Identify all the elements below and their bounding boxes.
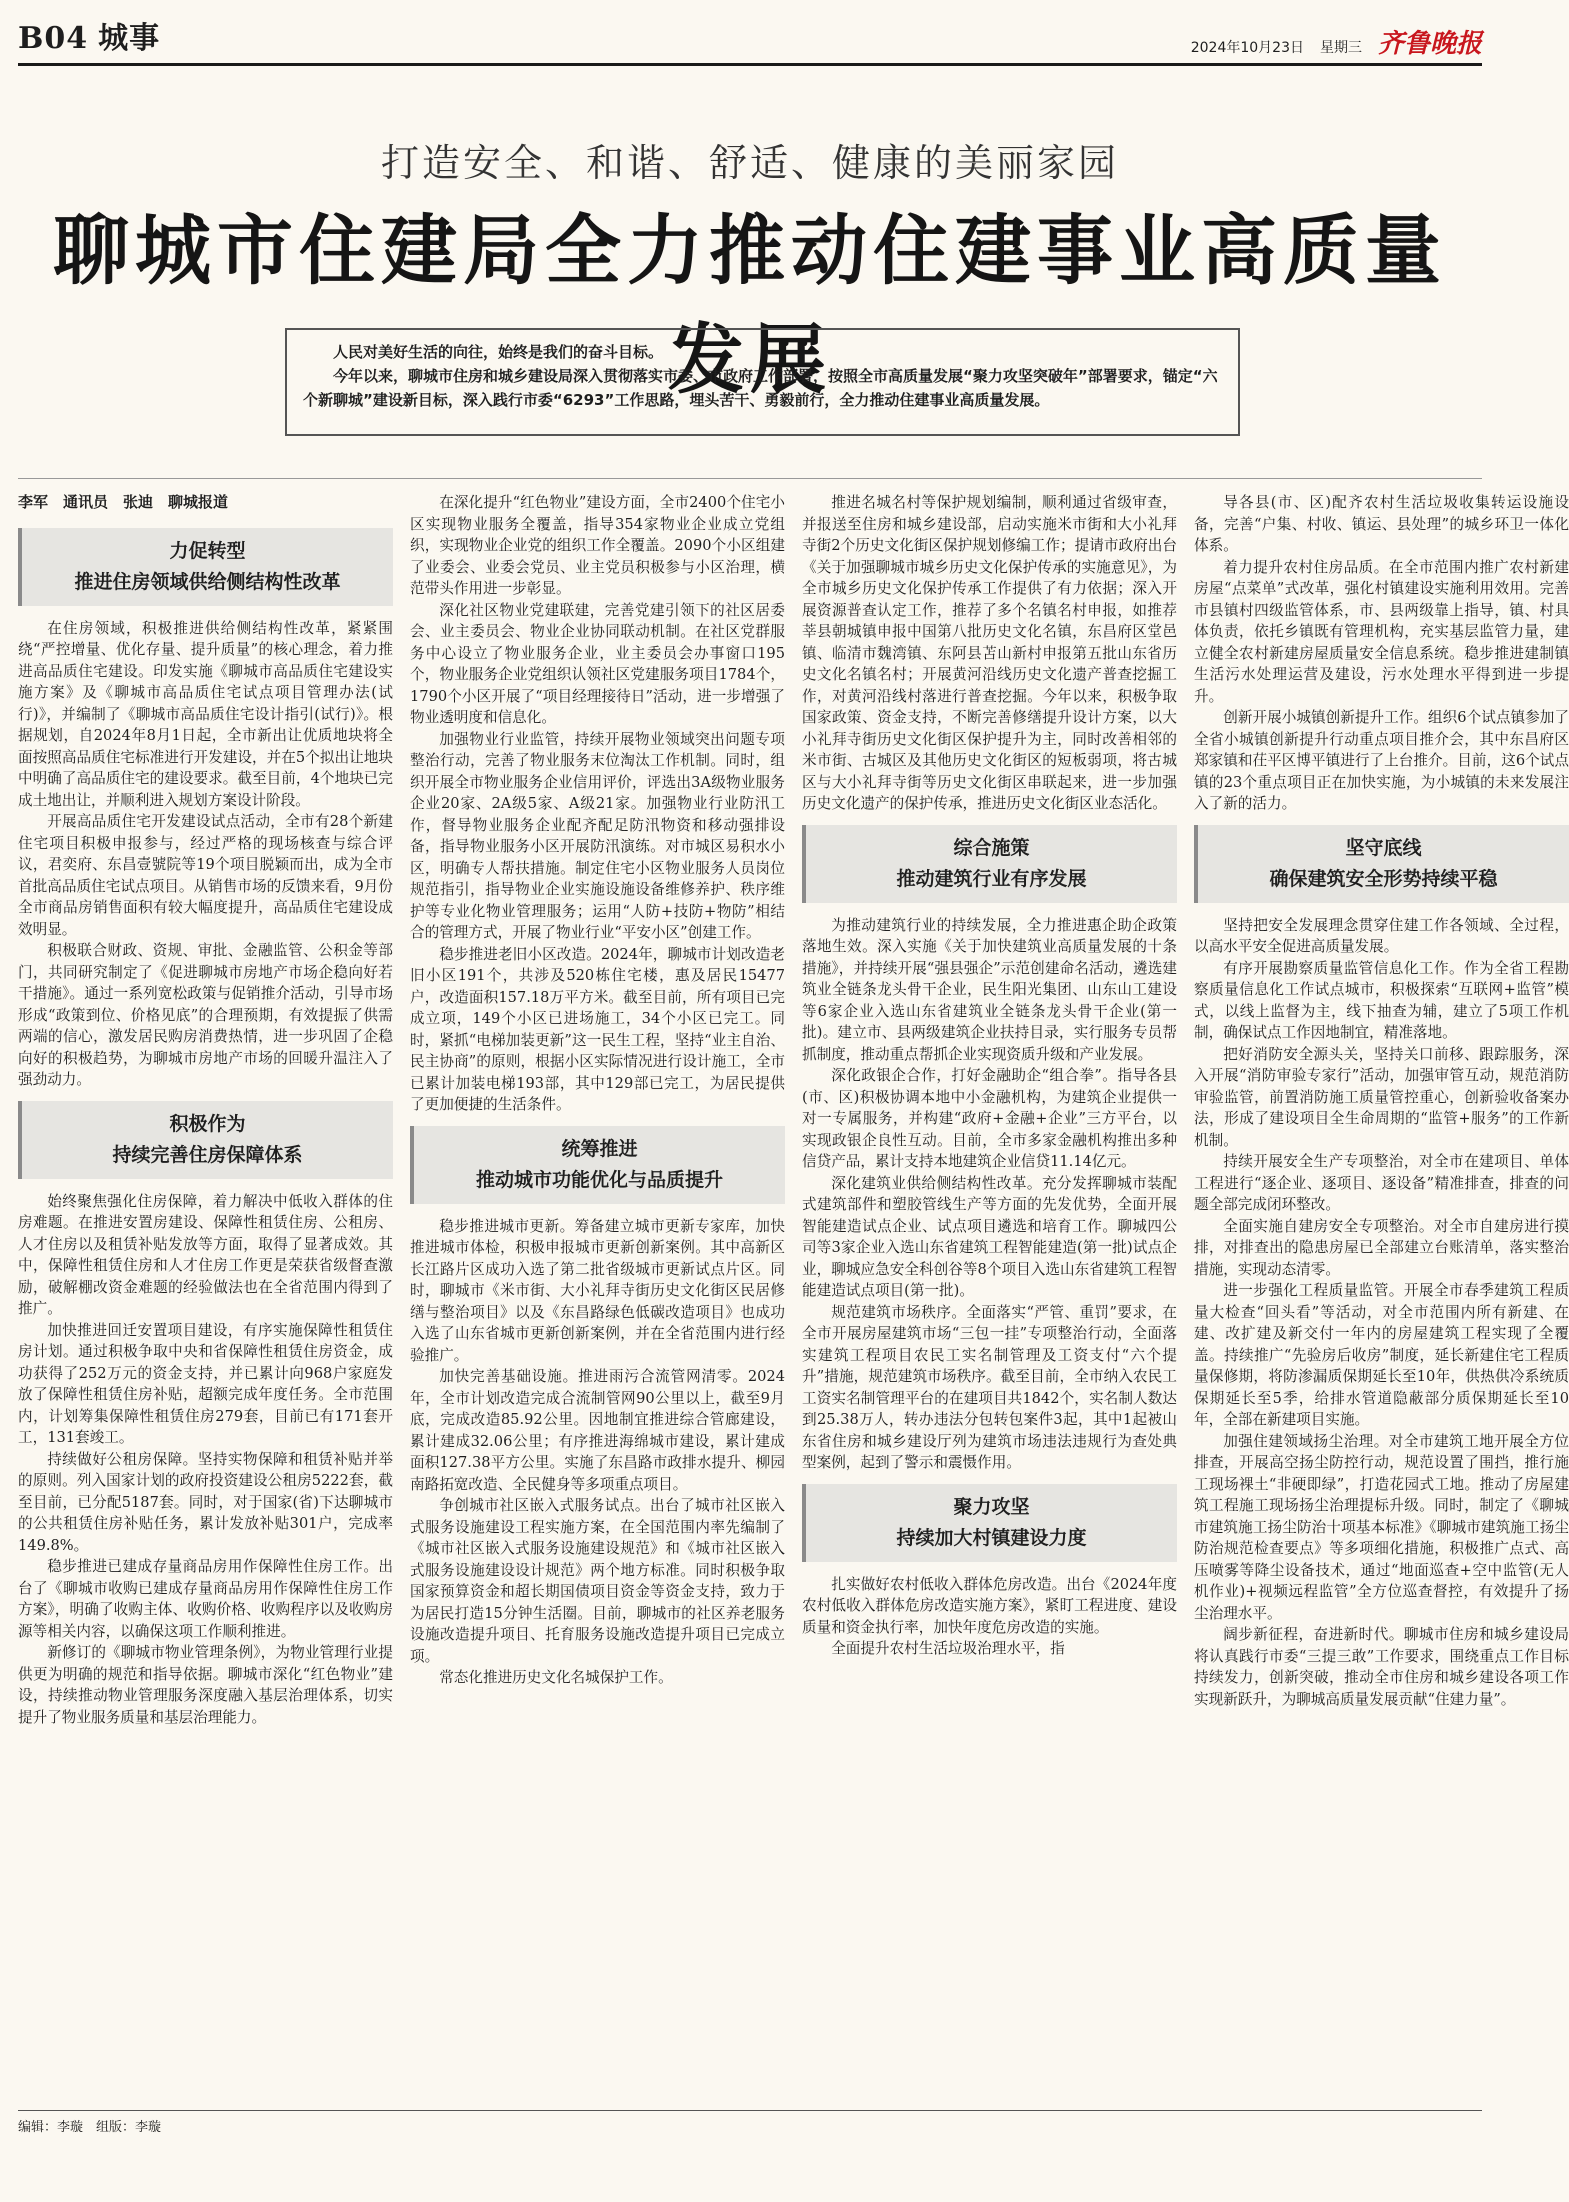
body-paragraph: 规范建筑市场秩序。全面落实“严管、重罚”要求，在全市开展房屋建筑市场“三包一挂”专项整治行动，全面落实建筑工程项目农民工实名制管理及工资支付“六个提升”措施，规范建筑市场秩序。截至目前，全市纳入农民工工资实名制管理平台的在建项目共1842个，实名制人数达到25.38万人，转办违法分包转包案件3起，其中1起被山东省住房和城乡建设厅列为建筑市场违法违规行为查处典型案例，起到了警示和震慑作用。 (802, 1303, 1177, 1471)
body-paragraph: 阔步新征程，奋进新时代。聊城市住房和城乡建设局将认真践行市委“三提三敢”工作要求，围绕重点工作目标持续发力，创新突破，推动全市住房和城乡建设各项工作实现新跃升，为聊城高质量发展贡献“住建力量”。 (1194, 1626, 1569, 1708)
subhead-title: 坚守底线 (1345, 836, 1422, 859)
subhead-subtitle: 持续完善住房保障体系 (112, 1143, 303, 1166)
text-column-1 (18, 492, 393, 2098)
masthead-right (1191, 31, 1482, 57)
byline: 李军 通讯员 张迪 聊城报道 (18, 493, 229, 511)
article-body (18, 492, 1569, 2098)
body-paragraph: 加快推进回迁安置项目建设，有序实施保障性租赁住房计划。通过积极争取中央和省保障性租赁住房资金，成功获得了252万元的资金支持，并已累计向968户家庭发放了保障性租赁住房补贴，超额完成年度任务。全市范围内，计划筹集保障性租赁住房279套，目前已有171套开工，131套竣工。 (18, 1321, 393, 1446)
body-paragraph: 稳步推进城市更新。筹备建立城市更新专家库，加快推进城市体检，积极申报城市更新创新案例。其中高新区长江路片区成功入选了第二批省级城市更新试点片区。同时，聊城市《米市街、大小礼拜寺街历史文化街区民居修缮与整治项目》以及《东昌路绿色低碳改造项目》也成功入选了山东省城市更新创新案例，并在全省范围内进行经验推广。 (410, 1217, 785, 1364)
body-paragraph: 创新开展小城镇创新提升工作。组织6个试点镇参加了全省小城镇创新提升行动重点项目推介会，其中东昌府区郑家镇和茌平区博平镇进行了上台推介。目前，这6个试点镇的23个重点项目正在加快实施，为小城镇的未来发展注入了新的活力。 (1194, 709, 1569, 812)
page-number: B04 (18, 21, 89, 56)
lead-line: 人民对美好生活的向往，始终是我们的奋斗目标。 (333, 343, 664, 361)
text-column-3 (802, 492, 1177, 2098)
body-paragraph: 坚持把安全发展理念贯穿住建工作各领域、全过程，以高水平安全促进高质量发展。 (1194, 916, 1569, 955)
body-paragraph: 争创城市社区嵌入式服务试点。出台了城市社区嵌入式服务设施建设工程实施方案，在全国范围内率先编制了《城市社区嵌入式服务设施建设规范》和《城市社区嵌入式服务设施建设设计规范》两个地方标准。同时积极争取国家预算资金和超长期国债项目资金等资金支持，致力于为居民打造15分钟生活圈。目前，聊城市的社区养老服务设施改造提升项目、托育服务设施改造提升项目已完成立项。 (410, 1497, 785, 1665)
body-paragraph: 稳步推进老旧小区改造。2024年，聊城市计划改造老旧小区191个，共涉及520栋住宅楼，惠及居民15477户，改造面积157.18万平方米。截至目前，所有项目已完成立项，149个小区已进场施工，34个小区已完工。同时，紧抓“电梯加装更新”这一民生工程，坚持“业主自治、民主协商”的原则，根据小区实际情况进行设计施工，全市已累计加装电梯193部，其中129部已完工，为居民提供了更加便捷的生活条件。 (410, 945, 785, 1113)
issue-weekday: 星期三 (1319, 40, 1362, 56)
subhead-subtitle: 确保建筑安全形势持续平稳 (1269, 867, 1498, 890)
section-subhead (1194, 825, 1569, 903)
page-masthead (18, 14, 1482, 66)
section-subhead (410, 1126, 785, 1204)
subhead-title: 综合施策 (953, 836, 1030, 859)
body-paragraph: 持续做好公租房保障。坚持实物保障和租赁补贴并举的原则。列入国家计划的政府投资建设公租房5222套，截至目前，已分配5187套。同时，对于国家(省)下达聊城市的公共租赁住房补贴任务，累计发放补贴301户，完成率149.8%。 (18, 1450, 393, 1554)
section-subhead (18, 1101, 393, 1179)
body-paragraph: 稳步推进已建成存量商品房用作保障性住房工作。出台了《聊城市收购已建成存量商品房用作保障性住房工作方案》，明确了收购主体、收购价格、收购程序以及收购房源等相关内容，以确保这项工作顺利推进。 (18, 1558, 393, 1640)
subhead-subtitle: 推动城市功能优化与品质提升 (475, 1168, 723, 1191)
article-headline: 聊城市住建局全力推动住建事业高质量发展 (53, 206, 1447, 404)
subhead-title: 力促转型 (169, 539, 246, 562)
section-subhead (802, 825, 1177, 903)
body-paragraph: 导各县(市、区)配齐农村生活垃圾收集转运设施设备，完善“户集、村收、镇运、县处理”的城乡环卫一体化体系。 (1194, 494, 1569, 554)
body-paragraph: 为推动建筑行业的持续发展，全力推进惠企助企政策落地生效。深入实施《关于加快建筑业高质量发展的十条措施》，并持续开展“强县强企”示范创建命名活动，遴选建筑业全链条龙头骨干企业，民生阳光集团、山东山工建设等6家企业入选山东省建筑业全链条龙头骨干企业(第一批)。建立市、县两级建筑企业扶持目录，实行服务专员帮抓制度，推动重点帮抓企业实现资质升级和产业发展。 (802, 916, 1177, 1063)
body-paragraph: 积极联合财政、资规、审批、金融监管、公积金等部门，共同研究制定了《促进聊城市房地产市场企稳向好若干措施》。通过一系列宽松政策与促销推介活动，引导市场形成“政策到位、价格见底”的合理预期，有效提振了供需两端的信心，激发居民购房消费热情，进一步巩固了企稳向好的积极趋势，为聊城市房地产市场的回暖升温注入了强劲动力。 (18, 942, 393, 1088)
body-paragraph: 推进名城名村等保护规划编制，顺利通过省级审查，并报送至住房和城乡建设部，启动实施米市街和大小礼拜寺街2个历史文化街区保护规划修编工作；提请市政府出台《关于加强聊城市城乡历史文化保护传承的实施意见》，为全市城乡历史文化保护传承工作提供了有力依据；深入开展资源普查认定工作，推荐了多个名镇名村申报，如推荐莘县朝城镇申报中国第八批历史文化名镇，东昌府区堂邑镇、临清市魏湾镇、东阿县苫山新村申报第五批山东省历史文化名镇名村；开展黄河沿线历史文化遗产普查挖掘工作，对黄河沿线村落进行普查挖掘。今年以来，积极争取国家政策、资金支持，不断完善修缮提升设计方案，以大小礼拜寺街历史文化街区保护提升为主，同时改善相邻的米市街、古城区及其他历史文化街区的短板弱项，将古城区与大小礼拜寺街等历史文化街区串联起来，进一步加强历史文化遗产的保护传承，推进历史文化街区业态活化。 (802, 494, 1177, 812)
subhead-title: 积极作为 (169, 1112, 246, 1135)
body-paragraph: 把好消防安全源头关，坚持关口前移、跟踪服务，深入开展“消防审验专家行”活动，加强审管互动，规范消防审验监管，前置消防施工质量管控重心，创新验收备案办法，形成了建设项目全生命周期的“监管+服务”的工作新机制。 (1194, 1045, 1569, 1149)
page-section-label (18, 13, 160, 57)
body-paragraph: 全面提升农村生活垃圾治理水平，指 (831, 1640, 1065, 1657)
section-name: 城事 (98, 21, 161, 56)
body-paragraph: 在住房领域，积极推进供给侧结构性改革，紧紧围绕“严控增量、优化存量、提升质量”的核心理念，着力推进高品质住宅建设。印发实施《聊城市高品质住宅建设实施方案》及《聊城市高品质住宅试点项目管理办法(试行)》，并编制了《聊城市高品质住宅设计指引(试行)》。根据规划，自2024年8月1日起，全市新出让优质地块将全面按照高品质住宅标准进行开发建设，并在5个拟出让地块中明确了高品质住宅的建设要求。截至目前，4个地块已完成土地出让，并顺利进入规划方案设计阶段。 (18, 619, 393, 809)
body-paragraph: 深化建筑业供给侧结构性改革。充分发挥聊城市装配式建筑部件和塑胶管线生产等方面的先发优势，全面开展智能建造试点企业、试点项目遴选和培育工作。聊城四公司等3家企业入选山东省建筑工程智能建造(第一批)试点企业，聊城应急安全科创谷等8个项目入选山东省建筑工程智能建造试点项目(第一批)。 (802, 1174, 1177, 1299)
body-paragraph: 全面实施自建房安全专项整治。对全市自建房进行摸排，对排查出的隐患房屋已全部建立台账清单，落实整治措施，实现动态清零。 (1194, 1217, 1569, 1278)
issue-date: 2024年10月23日 (1190, 40, 1304, 56)
body-paragraph: 深化社区物业党建联建，完善党建引领下的社区居委会、业主委员会、物业企业协同联动机制。在社区党群服务中心设立了物业服务企业，业主委员会办事窗口195个，物业服务企业党组织认领社区党建服务项目1784个，1790个小区开展了“项目经理接待日”活动，进一步增强了物业透明度和信息化。 (410, 601, 785, 726)
subhead-subtitle: 持续加大村镇建设力度 (896, 1526, 1087, 1549)
subhead-subtitle: 推动建筑行业有序发展 (896, 867, 1087, 890)
lead-line: 今年以来，聊城市住房和城乡建设局深入贯彻落实市委、市政府工作部署，按照全市高质量发展“聚力攻坚突破年”部署要求，锚定“六个新聊城”建设新目标，深入践行市委“6293”工作思路，埋头苦干、勇毅前行，全力推动住建事业高质量发展。 (303, 367, 1218, 409)
body-paragraph: 加强物业行业监管，持续开展物业领域突出问题专项整治行动，完善了物业服务末位淘汰工作机制。同时，组织开展全市物业服务企业信用评价，评选出3A级物业服务企业20家、2A级5家、A级21家。加强物业行业防汛工作，督导物业服务企业配齐配足防汛物资和移动强排设备，指导物业服务小区开展防汛演练。对市城区易积水小区，明确专人帮扶措施。制定住宅小区物业服务人员岗位规范指引，指导物业企业实施设施设备维修养护、秩序维护等专业化物业管理服务；运用“人防+技防+物防”相结合的管理方式，开展了物业行业“平安小区”创建工作。 (410, 730, 785, 941)
body-paragraph: 在深化提升“红色物业”建设方面，全市2400个住宅小区实现物业服务全覆盖，指导354家物业企业成立党组织，实现物业企业党的组织工作全覆盖。2090个小区组建了业委会、业委会党员、业主党员积极参与小区治理，横范带头作用进一步彰显。 (410, 494, 785, 597)
body-paragraph: 加快完善基础设施。推进雨污合流管网清零。2024年，全市计划改造完成合流制管网90公里以上，截至9月底，完成改造85.92公里。因地制宜推进综合管廊建设，累计建成32.06公里；有序推进海绵城市建设，累计建成面积127.38平方公里。实施了东昌路市政排水提升、柳园南路拓宽改造、全民健身等多项重点项目。 (410, 1368, 785, 1493)
body-paragraph: 深化政银企合作，打好金融助企“组合拳”。指导各县(市、区)积极协调本地中小金融机构，为建筑企业提供一对一专属服务，并构建“政府+金融+企业”三方平台，以实现政银企良性互动。目前，全市多家金融机构推出多种信贷产品，累计支持本地建筑企业信贷11.14亿元。 (802, 1067, 1177, 1170)
paper-logo: 齐鲁晚报 (1377, 29, 1482, 59)
section-subhead (18, 528, 393, 606)
body-paragraph: 始终聚焦强化住房保障，着力解决中低收入群体的住房难题。在推进安置房建设、保障性租赁住房、公租房、人才住房以及租赁补贴发放等方面，取得了显著成效。其中，保障性租赁住房和人才住房工作更是荣获省级督查激励，破解棚改资金难题的经验做法也在全省范围内得到了推广。 (18, 1192, 393, 1317)
text-column-2 (410, 492, 785, 2098)
body-paragraph: 持续开展安全生产专项整治，对全市在建项目、单体工程进行“逐企业、逐项目、逐设备”精准排查，排查的问题全部完成闭环整改。 (1194, 1153, 1569, 1213)
subhead-title: 聚力攻坚 (953, 1495, 1030, 1518)
subhead-title: 统筹推进 (561, 1137, 638, 1160)
body-paragraph: 新修订的《聊城市物业管理条例》，为物业管理行业提供更为明确的规范和指导依据。聊城市深化“红色物业”建设，持续推动物业管理服务深度融入基层治理体系，切实提升了物业服务质量和基层治理能力。 (18, 1644, 393, 1726)
body-paragraph: 常态化推进历史文化名城保护工作。 (439, 1669, 673, 1686)
article-kicker: 打造安全、和谐、舒适、健康的美丽家园 (380, 141, 1119, 185)
body-paragraph: 进一步强化工程质量监管。开展全市春季建筑工程质量大检查“回头看”等活动，对全市范围内所有新建、在建、改扩建及新交付一年内的房屋建筑工程实现了全覆盖。持续推广“先验房后收房”制度，延长新建住宅工程质量保修期，将防渗漏质保期延长至10年，供热供冷系统质保期延长至5季，给排水管道隐蔽部分质保期延长至10年，全部在新建项目实施。 (1194, 1282, 1569, 1428)
section-subhead (802, 1484, 1177, 1562)
body-paragraph: 加强住建领域扬尘治理。对全市建筑工地开展全方位排查，开展高空扬尘防控行动，规范设置了围挡，推行施工现场裸土“非硬即绿”，打造花园式工地。推动了房屋建筑工程施工现场扬尘治理提标升级。同时，制定了《聊城市建筑施工扬尘防治十项基本标准》《聊城市建筑施工扬尘防治规范检查要点》等多项细化措施，积极推广点式、高压喷雾等降尘设备技术，通过“地面巡查+空中监管(无人机作业)+视频远程监管”全方位巡查督控，有效提升了扬尘治理水平。 (1194, 1432, 1569, 1622)
lead-paragraph-box (285, 328, 1240, 436)
subhead-subtitle: 推进住房领域供给侧结构性改革 (74, 570, 341, 593)
body-paragraph: 有序开展勘察质量监管信息化工作。作为全省工程勘察质量信息化工作试点城市，积极探索“互联网+监管”模式，以线上监督为主，线下抽查为辅，建立了5项工作机制，确保试点工作因地制宜，精准落地。 (1194, 959, 1569, 1041)
body-paragraph: 着力提升农村住房品质。在全市范围内推广农村新建房屋“点菜单”式改革，强化村镇建设实施利用效用。完善市县镇村四级监管体系，市、县两级靠上指导，镇、村具体负责，依托乡镇既有管理机构，充实基层监管力量，建立健全农村新建房屋质量安全信息系统。稳步推进建制镇生活污水处理运营及建设，污水处理水平得到进一步提升。 (1194, 558, 1569, 705)
body-paragraph: 开展高品质住宅开发建设试点活动，全市有28个新建住宅项目积极申报参与，经过严格的现场核查与综合评议，君奕府、东昌壹號院等19个项目脱颖而出，成为全市首批高品质住宅试点项目。从销售市场的反馈来看，9月份全市商品房销售面积有较大幅度提升，高品质住宅建设成效明显。 (18, 813, 393, 938)
body-paragraph: 扎实做好农村低收入群体危房改造。出台《2024年度农村低收入群体危房改造实施方案》，紧盯工程进度、建设质量和资金执行率，加快年度危房改造的实施。 (802, 1575, 1177, 1636)
text-column-4 (1194, 492, 1569, 2098)
page-footer: 编辑：李璇 组版：李璇 (18, 2110, 1482, 2135)
header-divider (18, 478, 1482, 479)
